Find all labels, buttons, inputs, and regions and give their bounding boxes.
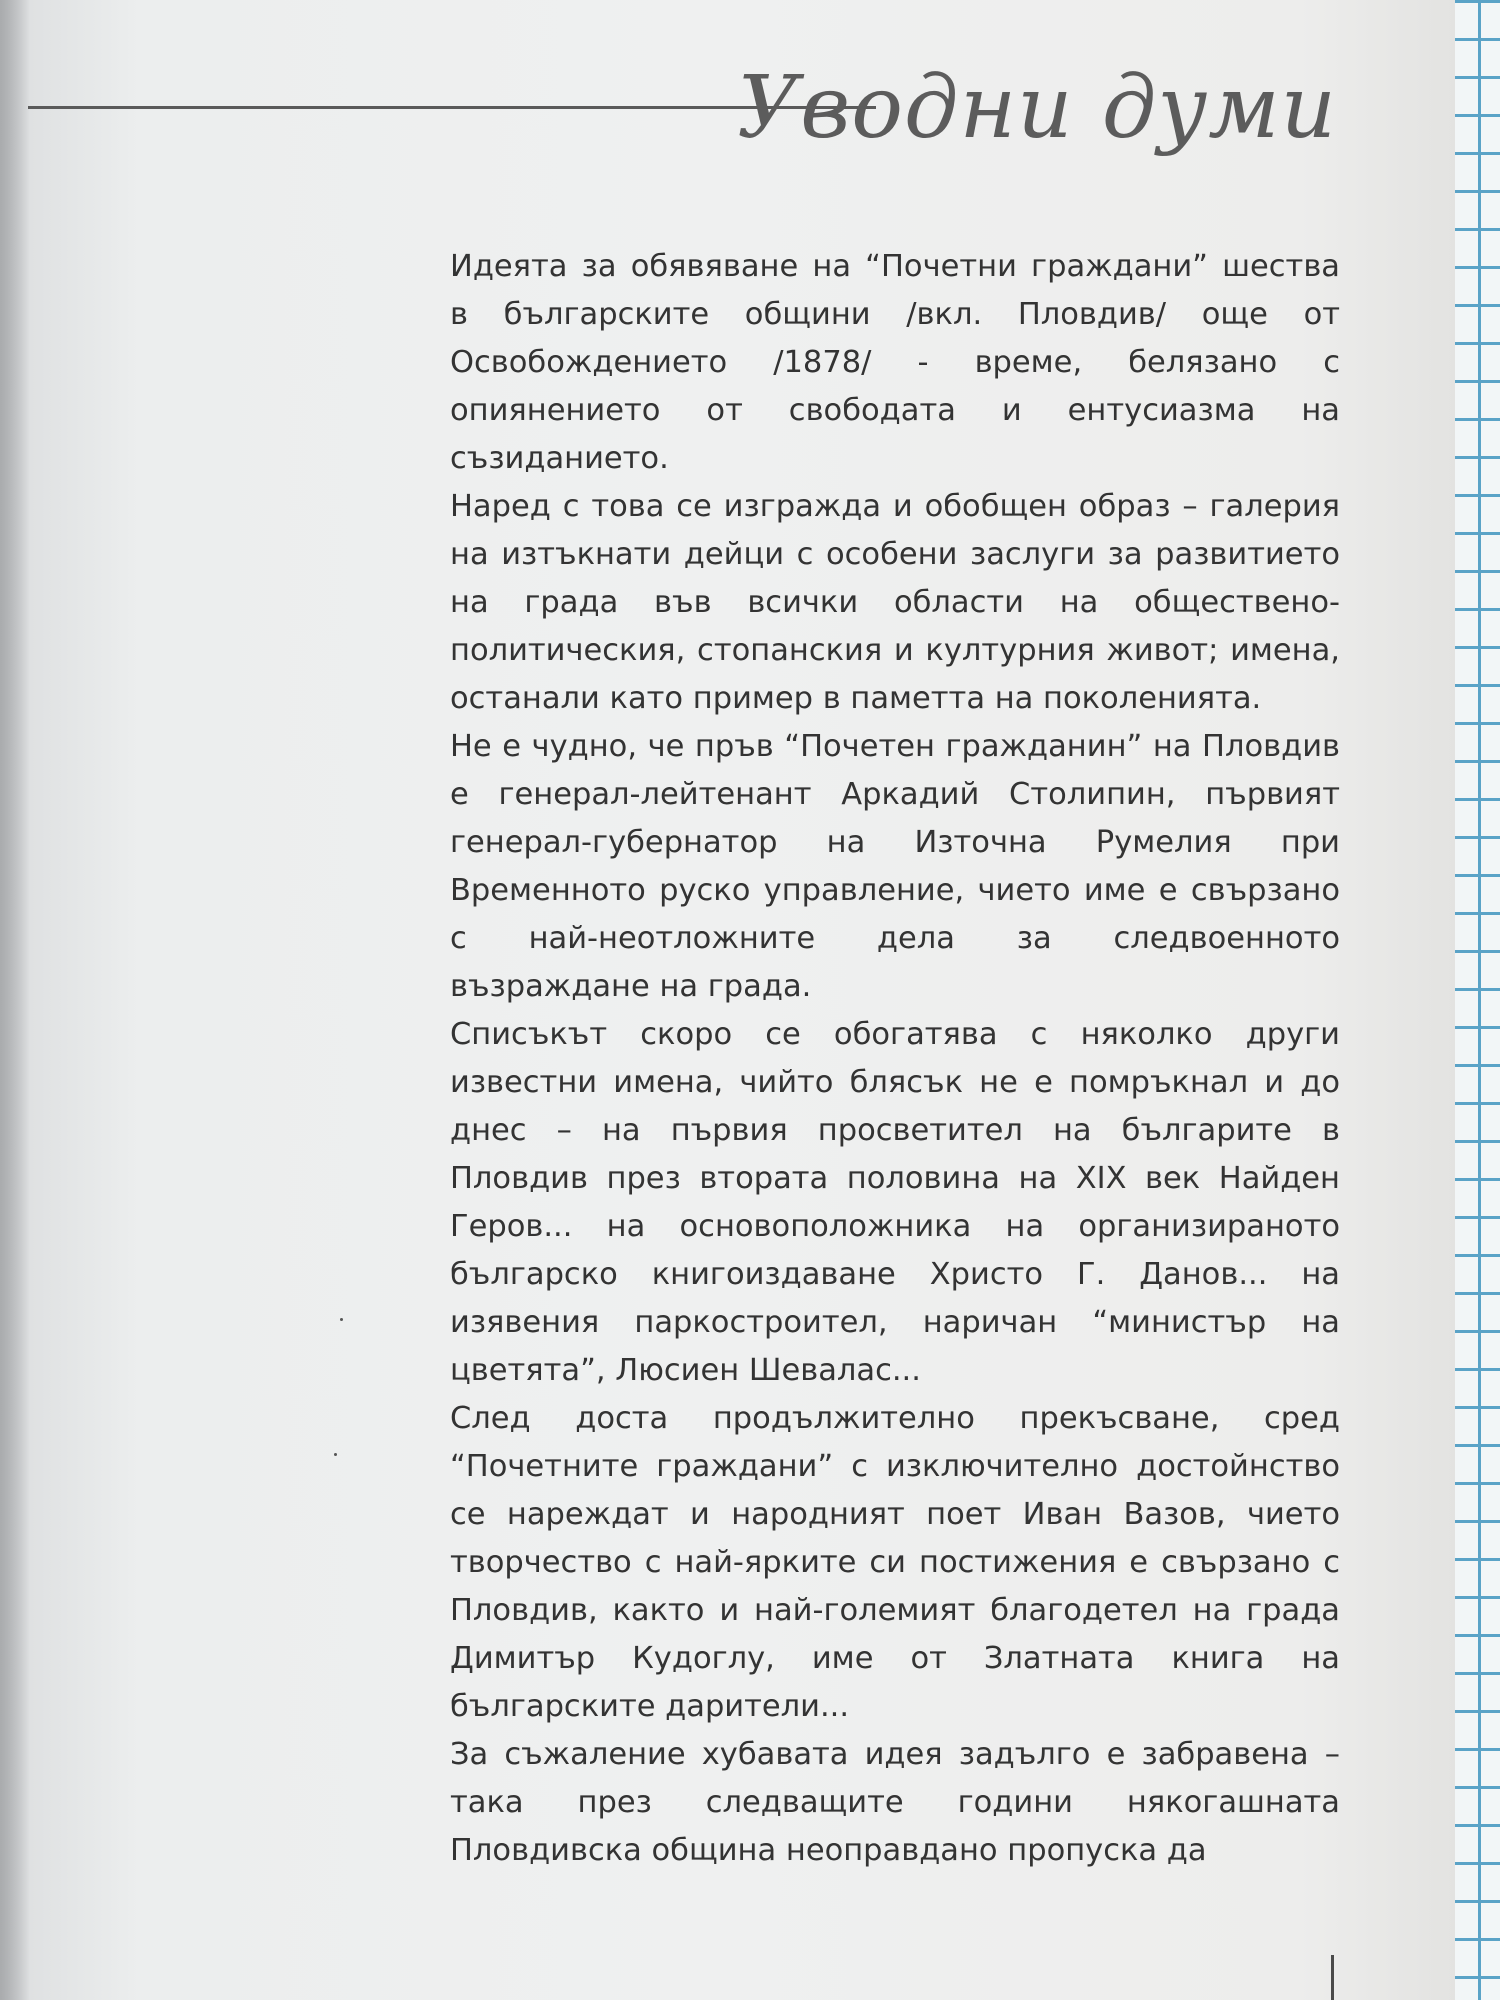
paragraph: След доста продължително прекъсване, сред “Почетните граждани” с изключително достойнство се нареждат и народният поет Иван Вазов, чието творчество с най-ярките си постижения е свързано с Пловдив, както и най-големият благодетел на града Димитър Кудоглу, име от Златната книга на българските дарители... — [450, 1401, 1340, 1724]
paragraph: Идеята за обявяване на “Почетни граждани” шества в българските общини /вкл. Пловдив/ още от Освобождението /1878/ - време, белязано с опиянението от свободата и ентусиазма на съзиданието. — [450, 249, 1340, 476]
body-text — [450, 243, 1340, 1875]
paragraph: За съжаление хубавата идея задълго е забравена – така през следващите години някогашната Пловдивска община неоправдано пропуска да — [450, 1737, 1340, 1868]
paragraph: Наред с това се изгражда и обобщен образ – галерия на изтъкнати дейци с особени заслуги за развитието на града във всички области на обществено-политическия, стопанския и културния живот; имена, останали като пример в паметта на поколенията. — [450, 489, 1340, 716]
paragraph: Не е чудно, че пръв “Почетен гражданин” на Пловдив е генерал-лейтенант Аркадий Столипин, първият генерал-губернатор на Източна Румелия при Временното руско управление, чието име е свързано с най-неотложните дела за следвоенното възраждане на града. — [450, 729, 1340, 1004]
paper-speck — [340, 1318, 343, 1321]
gutter-shadow — [0, 0, 30, 2000]
paper-speck — [334, 1453, 337, 1456]
page-edge-mark — [1331, 1955, 1334, 2000]
page-heading: Уводни думи — [737, 58, 1337, 158]
paragraph: Списъкът скоро се обогатява с няколко други известни имена, чийто блясък не е помръкнал и до днес – на първия просветител на българите в Пловдив през втората половина на XIX век Найден Геров... на основоположника на организираното българско книгоиздаване Христо Г. Данов... на изявения паркостроител, наричан “министър на цветята”, Люсиен Шевалас... — [450, 1017, 1340, 1388]
